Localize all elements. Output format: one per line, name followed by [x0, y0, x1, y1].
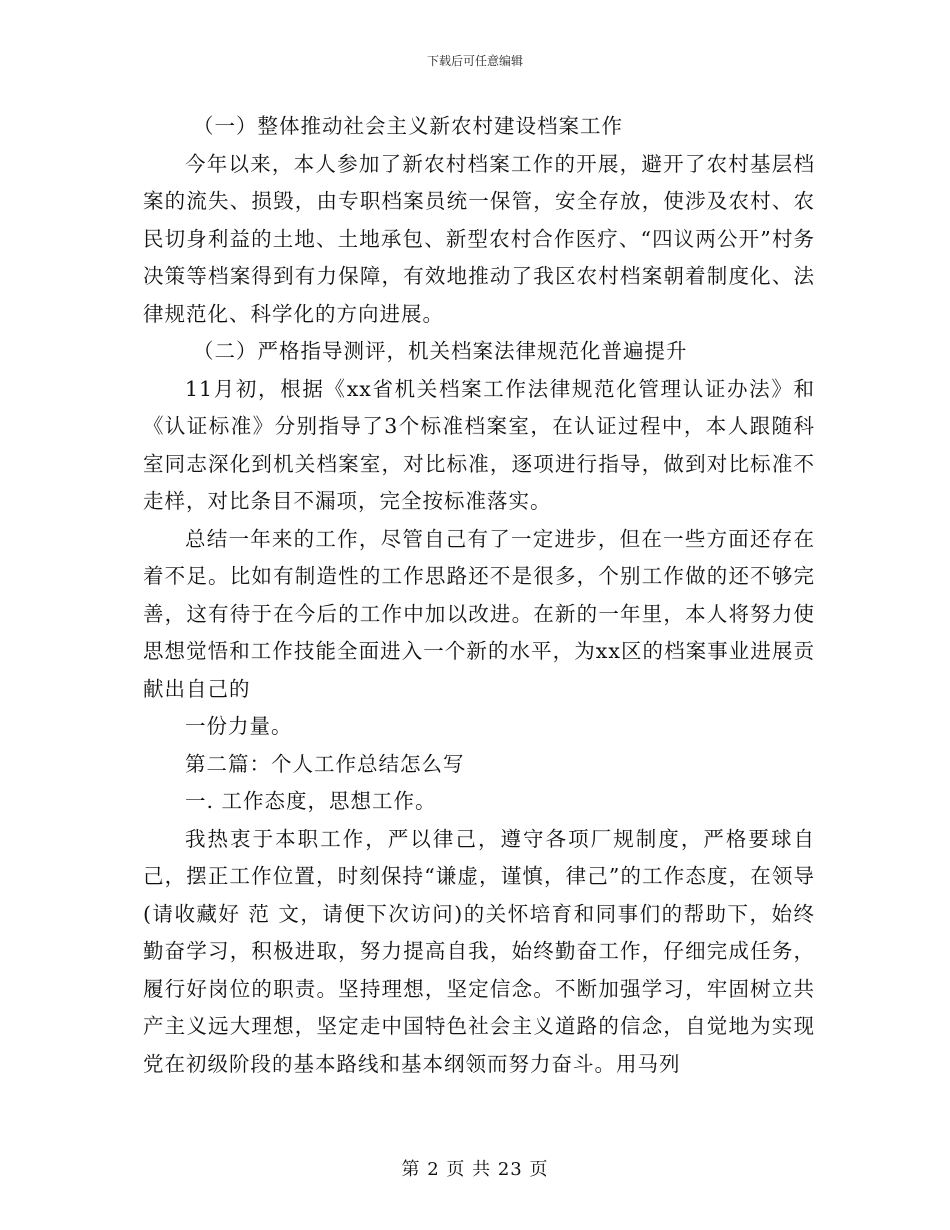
section-heading-1: （一）整体推动社会主义新农村建设档案工作: [193, 114, 623, 138]
page-number: 第 2 页 共 23 页: [401, 1159, 549, 1180]
section-heading-2: （二）严格指导测评，机关档案法律规范化普遍提升: [193, 339, 688, 363]
paragraph-rural-archives: 今年以来，本人参加了新农村档案工作的开展，避开了农村基层档案的流失、损毁，由专职档案员统一保管，安全存放，使涉及农村、农民切身利益的土地、土地承包、新型农村合作医疗、“四议两公开”村务决策等档案得到有力保障，有效地推动了我区农村档案朝着制度化、法律规范化、科学化的方向进展。: [143, 151, 815, 326]
paragraph-summary: 总结一年来的工作，尽管自己有了一定进步，但在一些方面还存在着不足。比如有制造性的工作思路还不是很多，个别工作做的还不够完善，这有待于在今后的工作中加以改进。在新的一年里，本人将努力使思想觉悟和工作技能全面进入一个新的水平，为xx区的档案事业进展贡献出自己的: [143, 526, 815, 701]
header-note: 下载后可任意编辑: [426, 54, 523, 68]
paragraph-work-attitude: 我热衷于本职工作，严以律己，遵守各项厂规制度，严格要球自己，摆正工作位置，时刻保持“谦虚，谨慎，律己”的工作态度，在领导(请收藏好 范 文，请便下次访问)的关怀培育和同事们的帮助下，始终勤奋学习，积极进取，努力提高自我，始终勤奋工作，仔细完成任务，履行好岗位的职责。坚持理想，坚定信念。不断加强学习，牢固树立共产主义远大理想，坚定走中国特色社会主义道路的信念，自觉地为实现党在初级阶段的基本路线和基本纲领而努力奋斗。用马列: [143, 826, 815, 1076]
chapter-title: 第二篇：个人工作总结怎么写: [185, 751, 465, 776]
paragraph-certification: 11月初，根据《xx省机关档案工作法律规范化管理认证办法》和《认证标准》分别指导了3个标准档案室，在认证过程中，本人跟随科室同志深化到机关档案室，对比标准，逐项进行指导，做到对比标准不走样，对比条目不漏项，完全按标准落实。: [143, 376, 815, 513]
document-body: [143, 108, 815, 1083]
paragraph-summary-end: 一份力量。: [185, 714, 293, 738]
subsection-heading: 一. 工作态度，思想工作。: [185, 789, 437, 813]
